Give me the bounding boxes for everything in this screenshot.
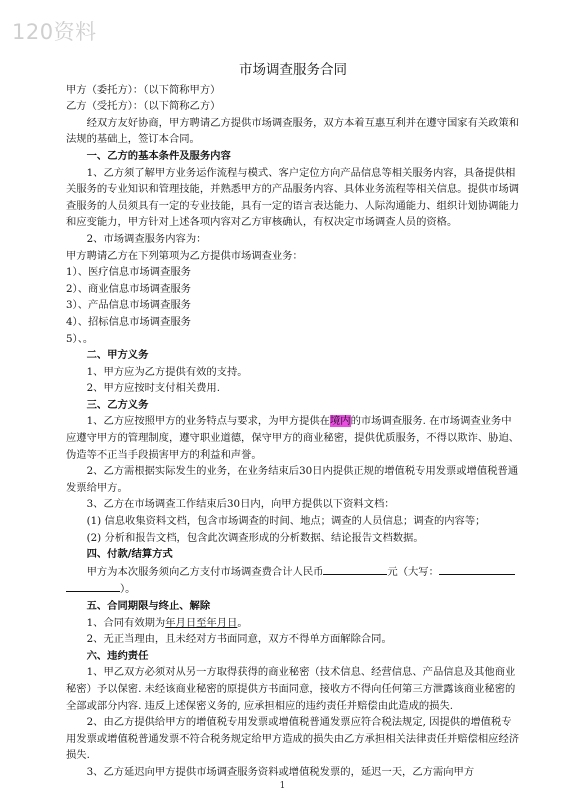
section-1-paragraph-2: 2、市场调查服务内容为： [86, 232, 207, 245]
watermark-logo: 120资料 [12, 20, 97, 44]
section-6-paragraph-1: 1、甲乙双方必须对从另一方取得获得的商业秘密（技术信息、经营信息、产品信息及其他商业秘密）予以保密. 未经该商业秘密的原提供方书面同意，接收方不得向任何第三方泄露该商业秘密的全部或部分内容. 违反上述保密义务的, 应承担相应的违约责任并赔偿由此造成的损失. [66, 666, 516, 712]
section-4-payment-line-2 [66, 580, 520, 598]
section-3-p1-start: 1、乙方应按照甲方的业务特点与要求，为甲方提供在 [86, 415, 330, 428]
party-a-line: 甲方（委托方）：（以下简称甲方） [66, 83, 221, 96]
section-3-paragraph-2: 2、乙方需根据实际发生的业务，在业务结束后30日内提供正规的增值税专用发票或增值税普通发票给甲方。 [66, 465, 519, 494]
section-3-paragraph-3-1: (1) 信息收集资料文档，包含市场调查的时间、地点；调查的人员信息；调查的内容等； [86, 515, 486, 528]
service-item-1: 1）、医疗信息市场调查服务 [66, 266, 191, 279]
section-2-item-1: 1、甲方应为乙方提供有效的支持。 [86, 365, 248, 378]
section-6-paragraph-3: 3、乙方延迟向甲方提供市场调查服务资料或增值税发票的，延迟一天，乙方需向甲方 [86, 765, 475, 778]
highlighted-text: 境内 [329, 415, 351, 428]
payment-text-2: 元（大写： [387, 565, 439, 578]
section-3-paragraph-3: 3、乙方在市场调查工作结束后30日内，向甲方提供以下资料文档： [86, 498, 395, 511]
page-number: 1 [279, 781, 286, 791]
section-6-heading: 六、违约责任 [86, 649, 149, 662]
amount-words-blank-2[interactable] [66, 580, 120, 592]
section-3-p1-end: 的市场调查服务. 在市场调查业务中应遵守甲方的管理制度，遵守职业道德，保守甲方的商业秘密，提供优质服务，不得以欺诈、胁迫、伪造等不正当手段损害甲方的利益和声誉。 [66, 415, 520, 461]
payment-text: 甲方为本次服务须向乙方支付市场调查费合计人民币 [86, 565, 324, 578]
page-title: 市场调查服务合同 [239, 62, 347, 78]
service-item-4: 4）、招标信息市场调查服务 [66, 315, 191, 328]
amount-blank[interactable] [323, 563, 387, 575]
service-item-2: 2）、商业信息市场调查服务 [66, 282, 191, 295]
section-2-item-2: 2、甲方应按时支付相关费用. [86, 382, 220, 395]
section-5-paragraph-1 [66, 615, 520, 632]
service-item-3: 3）、产品信息市场调查服务 [66, 299, 191, 312]
amount-words-blank[interactable] [439, 563, 515, 575]
section-3-paragraph-1 [66, 413, 520, 463]
section-3-heading: 三、乙方义务 [86, 398, 149, 411]
payment-text-3: ）。 [120, 583, 136, 596]
party-b-line: 乙方（受托方）：（以下简称乙方） [66, 100, 221, 113]
contract-body [66, 62, 520, 781]
section-3-paragraph-3-2: (2) 分析和报告文档，包含此次调查形成的分析数据、结论报告文档数据。 [86, 531, 424, 544]
intro-paragraph: 经双方友好协商，甲方聘请乙方提供市场调查服务，双方本着互惠互利并在遵守国家有关政策和法规的基础上，签订本合同。 [66, 116, 520, 146]
section-1-heading: 一、乙方的基本条件及服务内容 [86, 149, 231, 162]
section-4-payment-line [66, 563, 520, 581]
section-1-paragraph-3: 甲方聘请乙方在下列第项为乙方提供市场调查业务： [66, 249, 303, 262]
service-item-5: 5）、。 [66, 332, 94, 345]
section-6-paragraph-2: 2、由乙方提供给甲方的增值税专用发票或增值税普通发票应符合税法规定, 因提供的增值税专用发票或增值税普通发票不符合税务规定给甲方造成的损失由乙方承担相关法律责任并赔偿相应经济损失. [66, 716, 520, 762]
section-5-paragraph-2: 2、无正当理由，且未经对方书面同意，双方不得单方面解除合同。 [86, 633, 392, 646]
term-text-end: 。 [237, 616, 248, 629]
section-5-heading: 五、合同期限与终止、解除 [86, 600, 211, 612]
section-4-heading: 四、付款/结算方式 [86, 548, 173, 561]
section-1-paragraph-1: 1、乙方须了解甲方业务运作流程与模式、客户定位方向产品信息等相关服务内容，具备提供相关服务的专业知识和管理技能，并熟悉甲方的产品服务内容、具体业务流程等相关信息。提供市场调查服务的人员须具有一定的专业技能，具有一定的语言表达能力、人际沟通能力、组织计划协调能力和应变能力，甲方针对上述各项内容对乙方审核确认，有权决定市场调查人员的资格。 [66, 166, 520, 229]
section-2-heading: 二、甲方义务 [86, 349, 149, 362]
term-text: 1、合同有效期为 [86, 616, 166, 629]
term-dates: 年月日至年月日 [165, 616, 238, 629]
